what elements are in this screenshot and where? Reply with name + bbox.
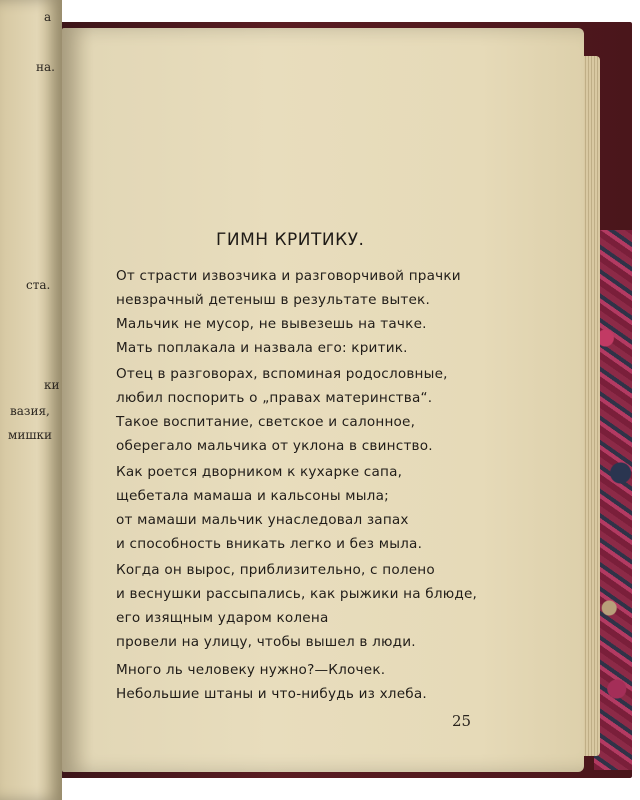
poem-line: Небольшие штаны и что-нибудь из хлеба.	[116, 686, 427, 702]
poem-line: Мальчик не мусор, не вывезешь на тачке.	[116, 316, 427, 332]
poem-line: и веснушки рассыпались, как рыжики на блюде,	[116, 586, 478, 602]
poem-title: ГИМН КРИТИКУ.	[216, 230, 365, 250]
poem-line: Такое воспитание, светское и салонное,	[116, 414, 416, 430]
poem-line: невзрачный детеныш в результате вытек.	[116, 292, 430, 308]
poem-line: Много ль человеку нужно?—Клочек.	[116, 662, 386, 678]
poem-line: Когда он вырос, приблизительно, с полено	[116, 562, 435, 578]
left-page-fragment: на.	[36, 60, 55, 74]
left-page	[0, 0, 62, 800]
poem-line: оберегало мальчика от уклона в свинство.	[116, 438, 433, 454]
poem-line: его изящным ударом колена	[116, 610, 329, 626]
poem-line: Как роется дворником к кухарке сапа,	[116, 464, 403, 480]
poem-line: от мамаши мальчик унаследовал запах	[116, 512, 409, 528]
poem-line: провели на улицу, чтобы вышел в люди.	[116, 634, 416, 650]
poem-line: Мать поплакала и назвала его: критик.	[116, 340, 408, 356]
page-number: 25	[452, 712, 472, 730]
poem-line: Отец в разговорах, вспоминая родословные,	[116, 366, 448, 382]
left-page-fragment: вазия,	[10, 404, 50, 418]
left-page-fragment: а	[44, 10, 52, 24]
left-page-fragment: мишки	[8, 428, 52, 442]
left-page-fragment: ки	[44, 378, 60, 392]
poem-line: и способность вникать легко и без мыла.	[116, 536, 423, 552]
poem-line: щебетала мамаша и кальсоны мыла;	[116, 488, 389, 504]
poem-line: От страсти извозчика и разговорчивой прачки	[116, 268, 461, 284]
left-page-fragment: ста.	[26, 278, 51, 292]
poem-line: любил поспорить о „правах материнства“.	[116, 390, 433, 406]
